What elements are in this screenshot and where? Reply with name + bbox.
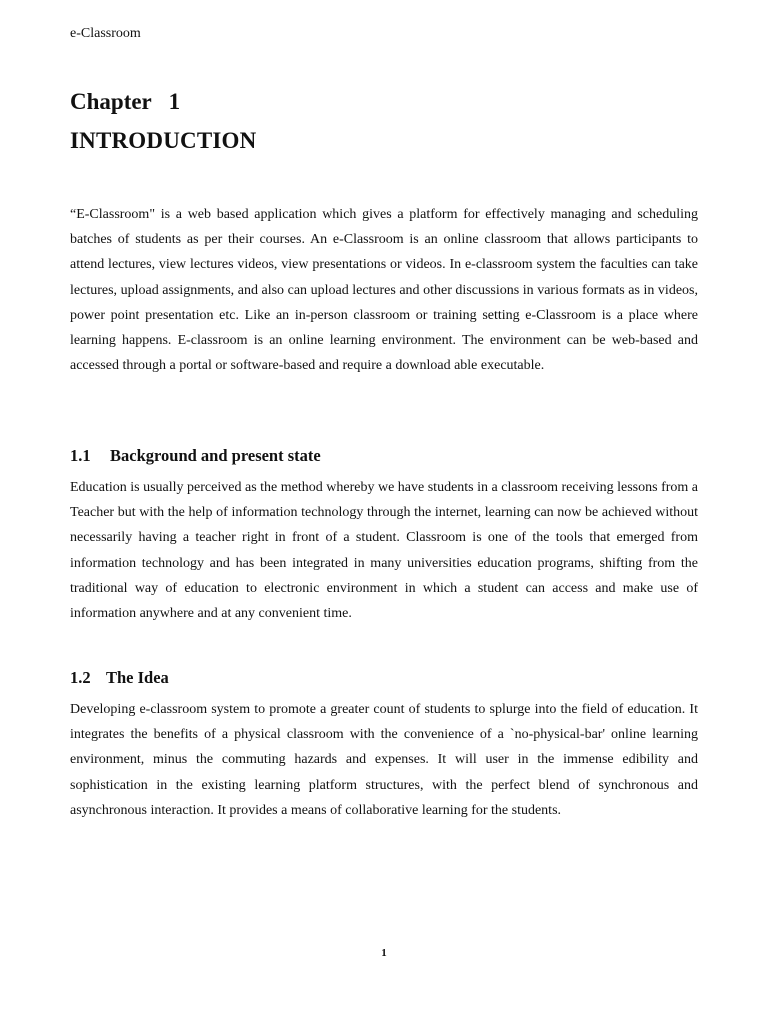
intro-paragraph: “E-Classroom" is a web based application which gives a platform for effectively managing and scheduling batches of students as per their courses. An e-Classroom is an online classroom that allows participants to attend lectures, view lectures videos, view presentations or videos. In e-classroom system the faculties can take lectures, upload assignments, and also can upload lectures and other discussions in various formats as in videos, power point presentation etc. Like an in-person classroom or training setting e-Classroom is a place where learning happens. E-classroom is an online learning environment. The environment can be web-based and accessed through a portal or software-based and require a download able executable. bbox=[70, 207, 698, 374]
idea-paragraph: Developing e-classroom system to promote a greater count of students to splurge into the field of education. It integrates the benefits of a physical classroom with the convenience of a `no-physical-bar' online learning environment, minus the commuting hazards and expenses. It will user in the immense edibility and sophistication in the existing learning platform structures, with the perfect blend of synchronous and asynchronous interaction. It provides a means of collaborative learning for the students. bbox=[70, 702, 698, 818]
section-title: The Idea bbox=[106, 668, 169, 687]
chapter-title: INTRODUCTION bbox=[70, 128, 257, 153]
section-title: Background and present state bbox=[110, 446, 321, 465]
page-number: 1 bbox=[381, 947, 387, 959]
section-number: 1.1 bbox=[70, 446, 91, 465]
chapter-label: Chapter 1 bbox=[70, 89, 181, 114]
section-heading-background bbox=[70, 446, 321, 466]
section-number: 1.2 bbox=[70, 668, 91, 687]
running-header: e-Classroom bbox=[70, 26, 141, 41]
section-heading-idea bbox=[70, 668, 169, 688]
background-paragraph: Education is usually perceived as the method whereby we have students in a classroom receiving lessons from a Teacher but with the help of information technology through the internet, learning can now be achieved without necessarily having a teacher right in front of a student. Classroom is one of the tools that emerged from information technology and has been integrated in many universities education programs, shifting from the traditional way of education to electronic environment in which a student can access and make use of information anywhere and at any convenient time. bbox=[70, 480, 698, 622]
